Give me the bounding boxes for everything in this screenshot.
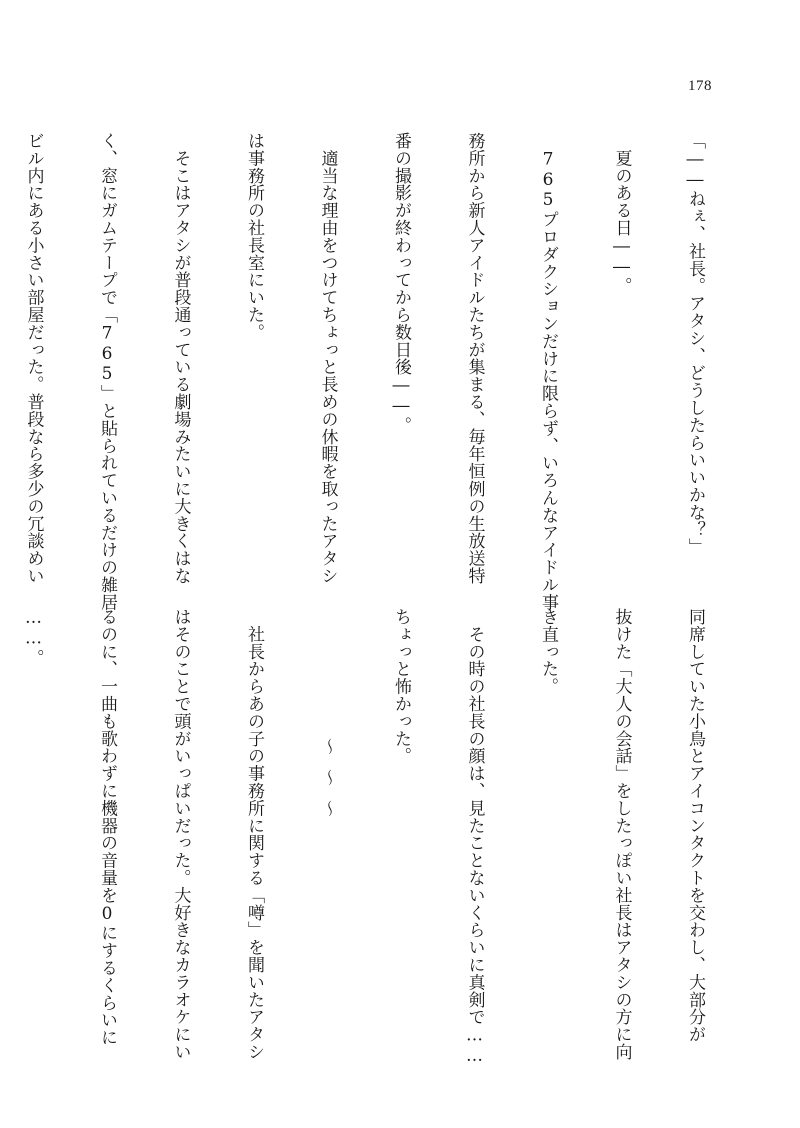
text-line: るのに、一曲も歌わずに機器の音量を0にするくらいに xyxy=(97,608,117,1046)
upper-text-block xyxy=(0,132,756,611)
text-line: そこはアタシが普段通っている劇場みたいに大きくはな xyxy=(170,132,191,585)
text-line: は事務所の社長室にいた。 xyxy=(244,132,264,341)
text-line: 務所から新人アイドルたちが集まる、毎年恒例の生放送特 xyxy=(464,132,485,585)
text-line: 同席していた小鳥とアイコンタクトを交わし、大部分が xyxy=(685,608,705,1043)
scene-separator: ～～～ xyxy=(317,738,338,831)
text-line: 「――ねぇ、社長。アタシ、どうしたらいいかな？」 xyxy=(685,132,705,556)
text-line: き直った。 xyxy=(538,608,558,695)
text-line: 社長からあの子の事務所に関する「噂」を聞いたアタシ xyxy=(244,608,264,1061)
text-line: 番の撮影が終わってから数日後――。 xyxy=(391,132,411,434)
text-line: 765プロダクションだけに限らず、いろんなアイドル事 xyxy=(538,132,558,611)
text-line: ビル内にある小さい部屋だった。普段なら多少の冗談めい xyxy=(23,132,44,585)
text-line: く、窓にガムテープで「765」と貼られているだけの雑居 xyxy=(97,132,117,611)
text-line: ちょっと怖かった。 xyxy=(391,608,411,765)
text-line: 抜けた「大人の会話」をしたっぽい社長はアタシの方に向 xyxy=(611,608,632,1061)
lower-text-block xyxy=(0,608,756,1078)
text-line: 適当な理由をつけてちょっと長めの休暇を取ったアタシ xyxy=(317,132,338,585)
page-number: 178 xyxy=(688,78,712,94)
text-line: その時の社長の顔は、見たことないくらいに真剣で…… xyxy=(464,608,485,1067)
text-line: 夏のある日――。 xyxy=(611,132,632,295)
text-line: ……。 xyxy=(23,608,44,667)
text-line: はそのことで頭がいっぱいだった。大好きなカラオケにい xyxy=(170,608,191,1061)
